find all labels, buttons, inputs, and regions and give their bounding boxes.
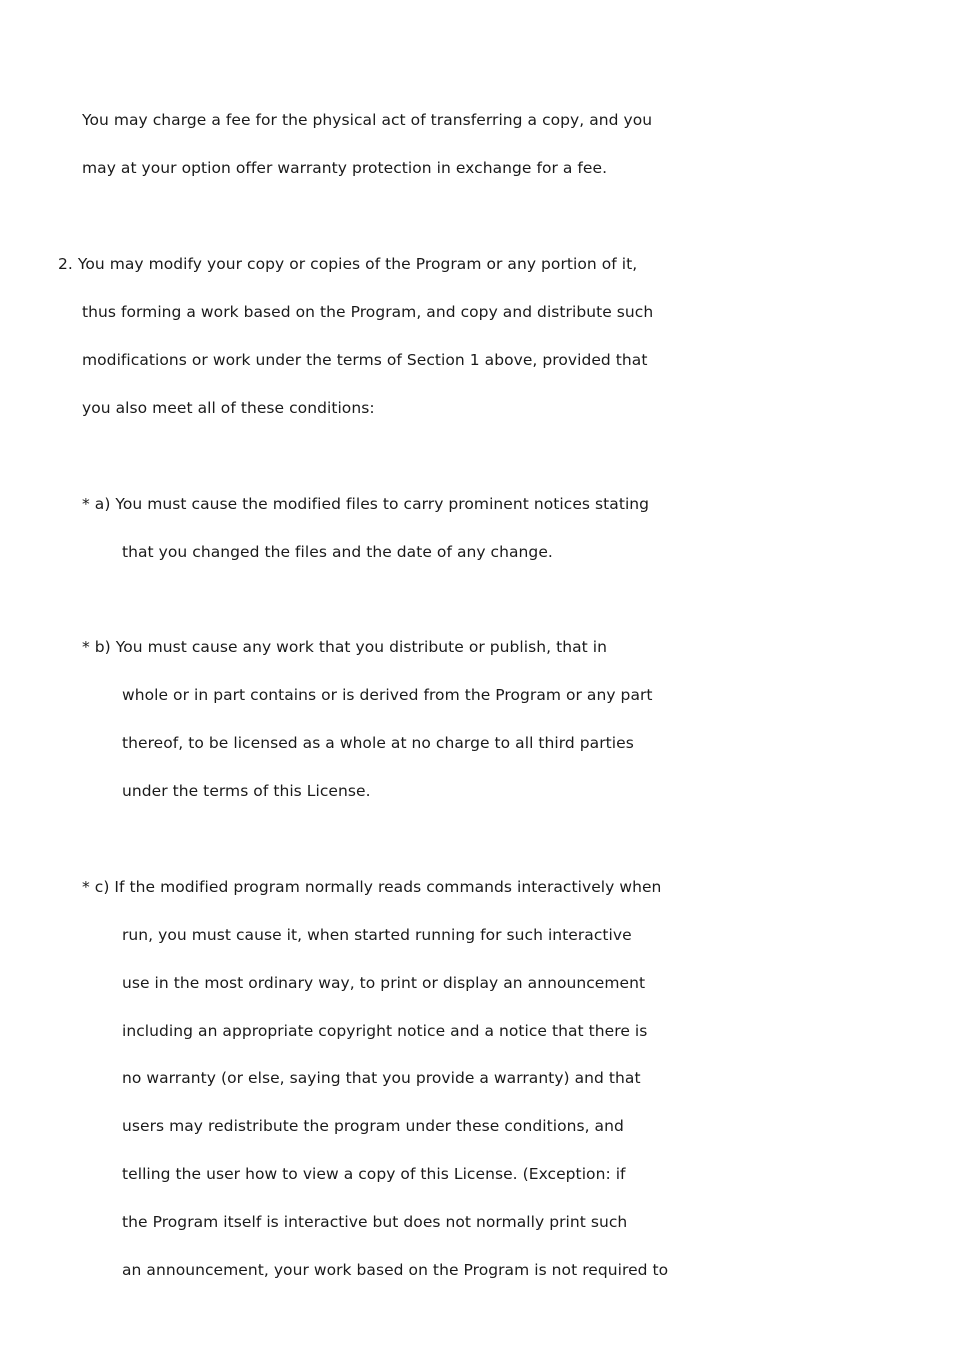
text-line: modifications or work under the terms of Section 1 above, provided that [82,351,648,369]
text-line: the Program itself is interactive but does not normally print such [122,1213,628,1231]
text-line: run, you must cause it, when started running for such interactive [122,926,632,944]
condition-b-line: * b) You must cause any work that you distribute or publish, that in [82,638,607,656]
text-line: may at your option offer warranty protection in exchange for a fee. [82,159,608,177]
condition-c-line: * c) If the modified program normally reads commands interactively when [82,878,662,896]
text-line: You may charge a fee for the physical act of transferring a copy, and you [82,111,653,129]
text-line: under the terms of this License. [122,782,371,800]
text-line: telling the user how to view a copy of this License. (Exception: if [122,1165,626,1183]
text-line: that you changed the files and the date of any change. [122,543,553,561]
text-line: no warranty (or else, saying that you provide a warranty) and that [122,1069,641,1087]
text-line: thereof, to be licensed as a whole at no charge to all third parties [122,734,634,752]
text-line: an announcement, your work based on the Program is not required to [122,1261,669,1279]
text-line: whole or in part contains or is derived from the Program or any part [122,686,653,704]
text-line: including an appropriate copyright notice and a notice that there is [122,1022,648,1040]
text-line: users may redistribute the program under these conditions, and [122,1117,624,1135]
condition-a-line: * a) You must cause the modified files to carry prominent notices stating [82,495,650,513]
section-2-heading-line: 2. You may modify your copy or copies of the Program or any portion of it, [58,255,638,273]
text-line: thus forming a work based on the Program, and copy and distribute such [82,303,654,321]
text-line: you also meet all of these conditions: [82,399,375,417]
text-line: use in the most ordinary way, to print or display an announcement [122,974,646,992]
